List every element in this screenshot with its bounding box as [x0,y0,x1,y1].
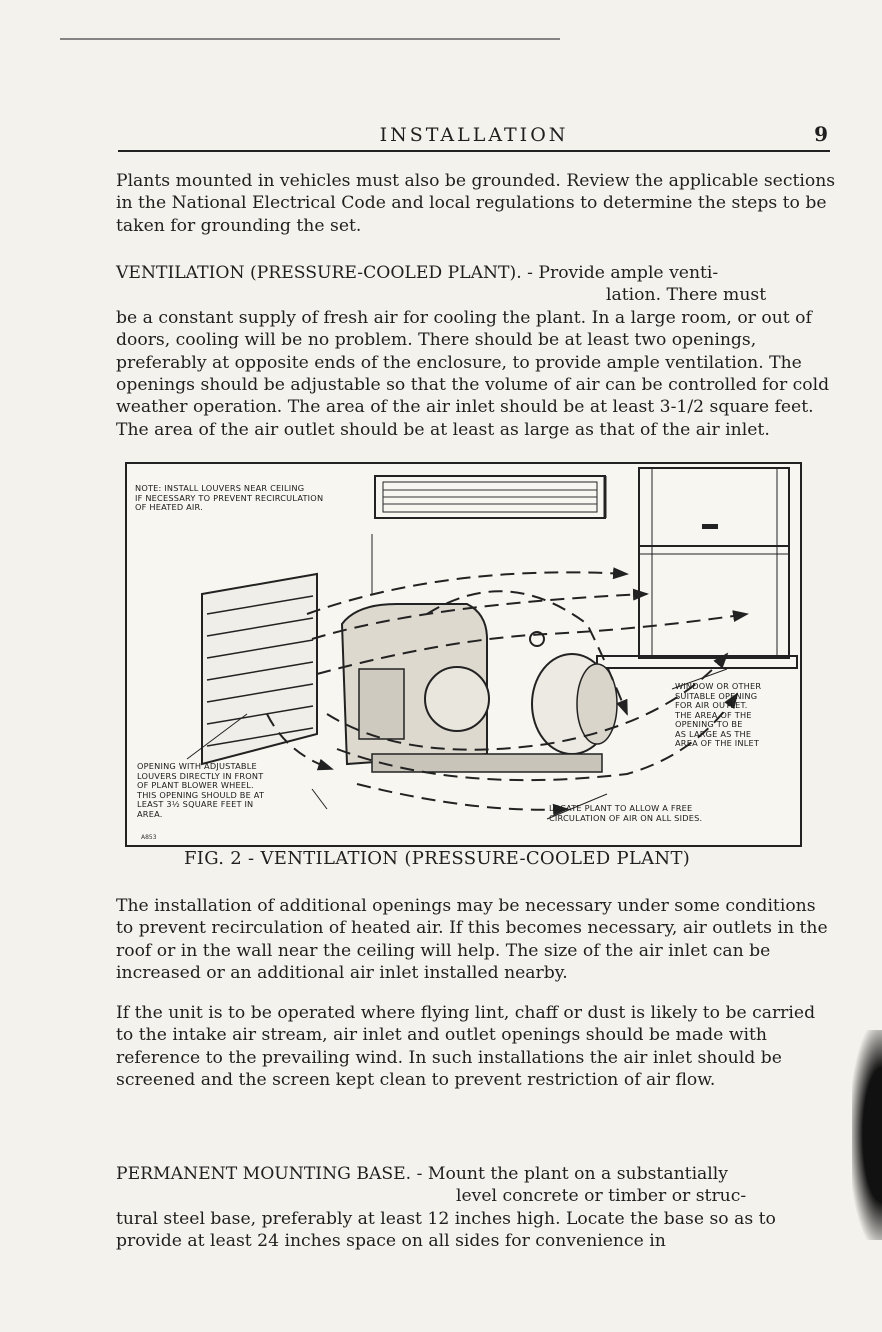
mounting-hang: level concrete or timber or struc- [456,1186,747,1207]
mounting-body: tural steel base, preferably at least 12 inches high. Locate the base so as to provide at least 24 inches space on all sides for convenience in [116,1208,776,1252]
note-inlet-opening: OPENING WITH ADJUSTABLE LOUVERS DIRECTLY IN FRONT OF PLANT BLOWER WHEEL. THIS OPENING SHOULD BE AT LEAST 3½ SQUARE FEET IN AREA. [137,761,265,819]
paragraph-additional-openings: The installation of additional openings may be necessary under some conditions to prevent recirculation of heated air. If this becomes necessary, air outlets in the roof or in the wall near the ceiling will help. The size of the air inlet can be increased or an additional air inlet installed nearby. [116,896,828,984]
mounting-heading: PERMANENT MOUNTING BASE. - Mount the plant on a substantially [116,1164,729,1184]
paragraph-ventilation [116,262,836,441]
generator-plant [342,604,617,772]
note-window-outlet: WINDOW OR OTHER SUITABLE OPENING FOR AIR OUTLET. THE AREA OF THE OPENING TO BE AS LARGE AS THE AREA OF THE INLET [675,681,762,748]
ventilation-figure [125,462,802,847]
ventilation-body: be a constant supply of fresh air for cooling the plant. In a large room, or out of doors, cooling will be no problem. There should be at least two openings, preferably at opposite ends of the enclosure, to provide ample ventilation. The openings should be adjustable so that the volume of air can be controlled for cold weather operation. The area of the air inlet should be at least 3-1/2 square feet. The area of the air outlet should be at least as large as that of the air inlet. [116,307,830,440]
scan-edge-shadow [852,1030,882,1240]
note-locate-plant: LOCATE PLANT TO ALLOW A FREE CIRCULATION OF AIR ON ALL SIDES. [549,803,703,823]
window-outlet [597,468,797,668]
scan-top-rule [60,38,560,40]
page-header [118,120,830,152]
page-number: 9 [814,122,828,146]
page-title: INSTALLATION [379,124,569,146]
inlet-louver-door [202,574,317,764]
ceiling-louver [375,476,605,518]
figure-code: A853 [141,834,157,841]
paragraph-lint-chaff: If the unit is to be operated where flying lint, chaff or dust is likely to be carried to the intake air stream, air inlet and outlet openings should be made with reference to the prevailing wind. In such installations the air inlet should be screened and the screen kept clean to prevent restriction of air flow. [116,1003,816,1091]
paragraph-grounding: Plants mounted in vehicles must also be grounded. Review the applicable sections in the National Electrical Code and local regulations to determine the steps to be taken for grounding the set. [116,171,836,236]
ventilation-hang: lation. There must [606,285,767,306]
ventilation-heading: VENTILATION (PRESSURE-COOLED PLANT). - Provide ample venti- [116,263,719,283]
paragraph-mounting-base [116,1163,836,1253]
note-ceiling-louvers: NOTE: INSTALL LOUVERS NEAR CEILING IF NECESSARY TO PREVENT RECIRCULATION OF HEATED AIR. [135,483,324,512]
figure-caption: FIG. 2 - VENTILATION (PRESSURE-COOLED PLANT) [184,848,691,869]
